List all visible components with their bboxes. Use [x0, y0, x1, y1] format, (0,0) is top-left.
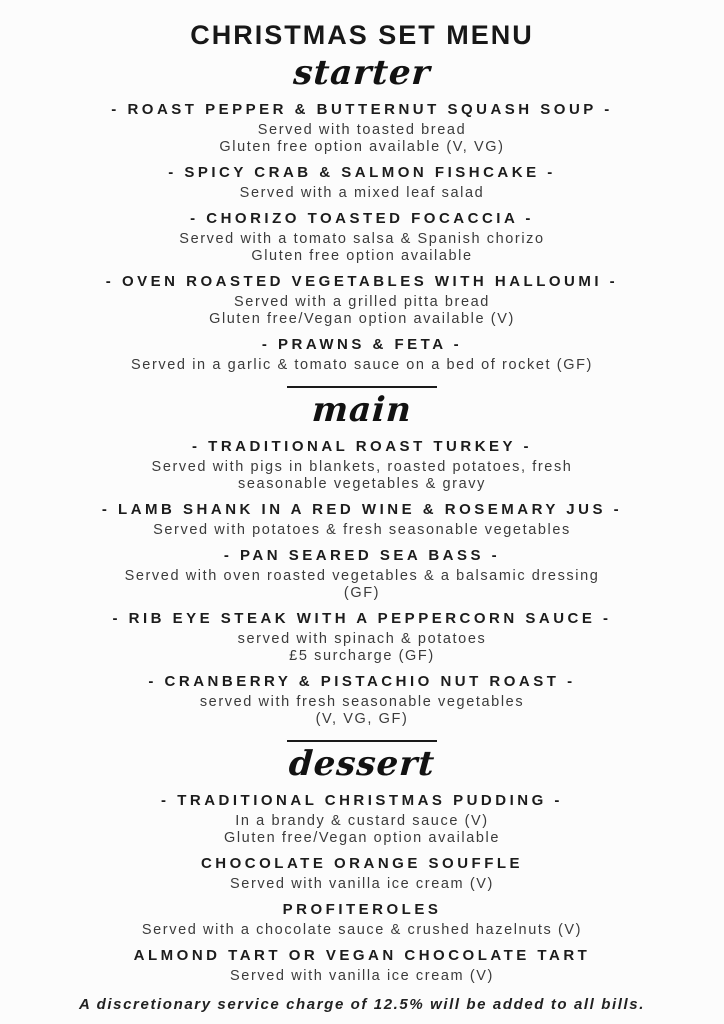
menu-item-description-line: Served with pigs in blankets, roasted potatoes, fresh — [151, 459, 573, 475]
menu-item-description-line: Served with oven roasted vegetables & a balsamic dressing — [124, 568, 600, 584]
menu-item-title: - PRAWNS & FETA - — [261, 336, 463, 353]
menu-item-description-line: Served with potatoes & fresh seasonable vegetables — [153, 522, 571, 538]
menu-item-description-line: seasonable vegetables & gravy — [238, 476, 486, 492]
menu-item-description-line: Gluten free option available — [251, 248, 473, 264]
menu-item-description-line: In a brandy & custard sauce (V) — [235, 813, 489, 829]
menu-item-title: - LAMB SHANK IN A RED WINE & ROSEMARY JUS - — [101, 501, 623, 518]
section-heading-dessert: dessert — [287, 744, 437, 784]
menu-item-description-line: Gluten free/Vegan option available (V) — [209, 311, 515, 327]
page-title: CHRISTMAS SET MENU — [190, 20, 534, 50]
menu-item-description-line: Served with vanilla ice cream (V) — [230, 968, 494, 984]
menu-item-title: - CHORIZO TOASTED FOCACCIA - — [190, 210, 534, 227]
menu-item-description-line: Served with a chocolate sauce & crushed hazelnuts (V) — [141, 922, 583, 938]
menu-item-description-line: Served with a grilled pitta bread — [234, 294, 490, 310]
section-divider — [287, 386, 437, 388]
menu-item-title: CHOCOLATE ORANGE SOUFFLE — [200, 855, 524, 872]
menu-item-description-line: Served with a tomato salsa & Spanish chorizo — [179, 231, 545, 247]
menu-item-description-line: £5 surcharge (GF) — [289, 648, 435, 664]
section-divider — [287, 740, 437, 742]
menu-item-description-line: (GF) — [343, 585, 381, 601]
menu-item-title: - ROAST PEPPER & BUTTERNUT SQUASH SOUP - — [111, 101, 613, 118]
menu-item-title: - TRADITIONAL CHRISTMAS PUDDING - — [161, 792, 563, 809]
menu-item-title: ALMOND TART OR VEGAN CHOCOLATE TART — [133, 947, 591, 964]
menu-item-description-line: Served with a mixed leaf salad — [239, 185, 485, 201]
menu-item-description-line: Gluten free/Vegan option available — [223, 830, 501, 846]
section-heading-main: main — [310, 390, 414, 430]
menu-item-title: PROFITEROLES — [282, 901, 442, 918]
menu-item-description-line: Gluten free option available (V, VG) — [219, 139, 505, 155]
menu-item-description-line: served with spinach & potatoes — [237, 631, 487, 647]
menu-item-title: - SPICY CRAB & SALMON FISHCAKE - — [168, 164, 556, 181]
service-charge-note: A discretionary service charge of 12.5% will be added to all bills. — [79, 996, 645, 1013]
menu-item-description-line: (V, VG, GF) — [315, 711, 409, 727]
section-heading-starter: starter — [292, 53, 432, 93]
menu-item-description-line: Served with vanilla ice cream (V) — [230, 876, 494, 892]
menu-item-description-line: Served with toasted bread — [257, 122, 467, 138]
menu-item-title: - TRADITIONAL ROAST TURKEY - — [192, 438, 532, 455]
menu-item-title: - CRANBERRY & PISTACHIO NUT ROAST - — [148, 673, 576, 690]
menu-sections — [0, 53, 724, 985]
menu-item-description-line: served with fresh seasonable vegetables — [199, 694, 525, 710]
menu-item-title: - PAN SEARED SEA BASS - — [223, 547, 501, 564]
menu-item-description-line: Served in a garlic & tomato sauce on a bed of rocket (GF) — [131, 357, 593, 373]
menu-item-title: - RIB EYE STEAK WITH A PEPPERCORN SAUCE - — [112, 610, 612, 627]
menu-item-title: - OVEN ROASTED VEGETABLES WITH HALLOUMI - — [105, 273, 619, 290]
